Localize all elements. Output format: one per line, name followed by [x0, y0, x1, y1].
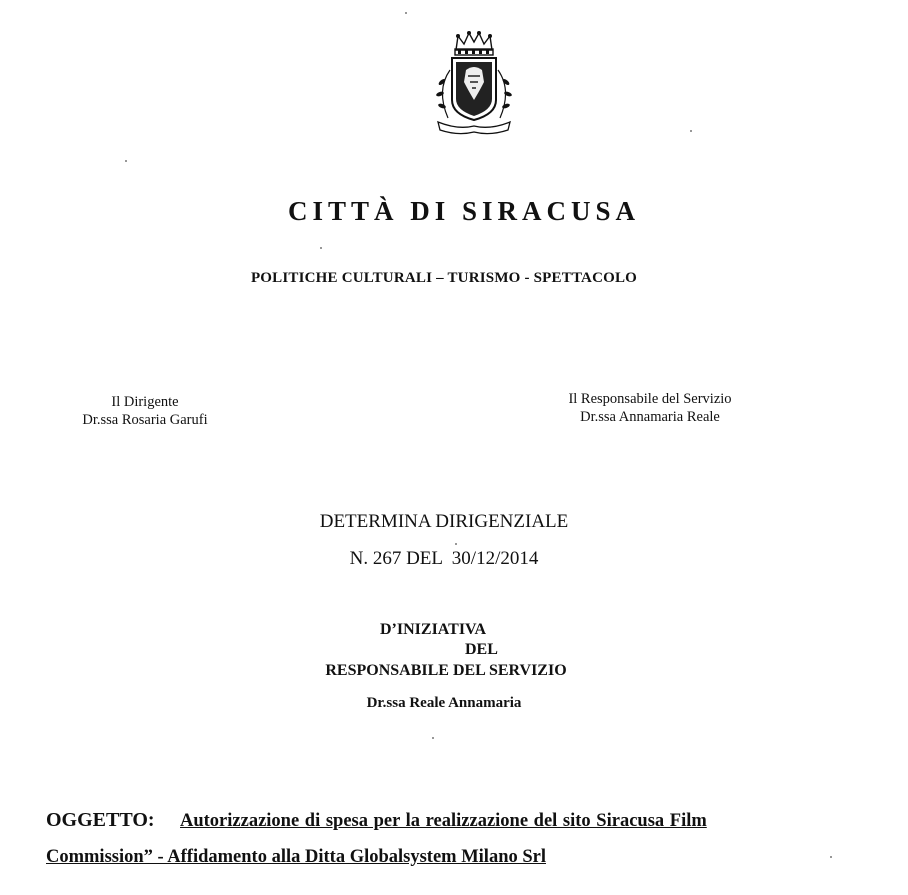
city-title: CITTÀ DI SIRACUSA — [287, 196, 641, 226]
signatory-right-role: Il Responsabile del Servizio — [568, 391, 732, 407]
scan-speck — [125, 160, 127, 162]
scan-speck — [320, 247, 322, 249]
subject-line-2: Commission” - Affidamento alla Ditta Globalsystem Milano Srl — [46, 847, 547, 867]
city-crest-emblem — [428, 30, 520, 136]
scan-speck — [432, 737, 434, 739]
scan-speck — [690, 130, 692, 132]
subject-label: OGGETTO: — [46, 809, 155, 831]
subject-line-1: Autorizzazione di spesa per la realizzazione del sito Siracusa Film — [180, 811, 707, 831]
initiative-line-1: D’INIZIATIVA — [380, 621, 487, 638]
scan-speck — [830, 856, 832, 858]
signatory-left-role: Il Dirigente — [111, 394, 179, 410]
scan-speck — [455, 543, 457, 545]
signatory-right-name: Dr.ssa Annamaria Reale — [580, 409, 720, 425]
signatory-left-name: Dr.ssa Rosaria Garufi — [82, 412, 208, 428]
scan-speck — [405, 12, 407, 14]
initiative-name: Dr.ssa Reale Annamaria — [366, 695, 522, 711]
signatory-right — [530, 390, 770, 426]
department-title: POLITICHE CULTURALI – TURISMO - SPETTACOLO — [250, 270, 638, 286]
determina-title: DETERMINA DIRIGENZIALE — [319, 511, 569, 532]
determina-number: N. 267 DEL 30/12/2014 — [349, 548, 539, 569]
initiative-line-3: RESPONSABILE DEL SERVIZIO — [325, 662, 567, 679]
signatory-left — [40, 393, 250, 429]
initiative-line-2: DEL — [465, 641, 498, 658]
